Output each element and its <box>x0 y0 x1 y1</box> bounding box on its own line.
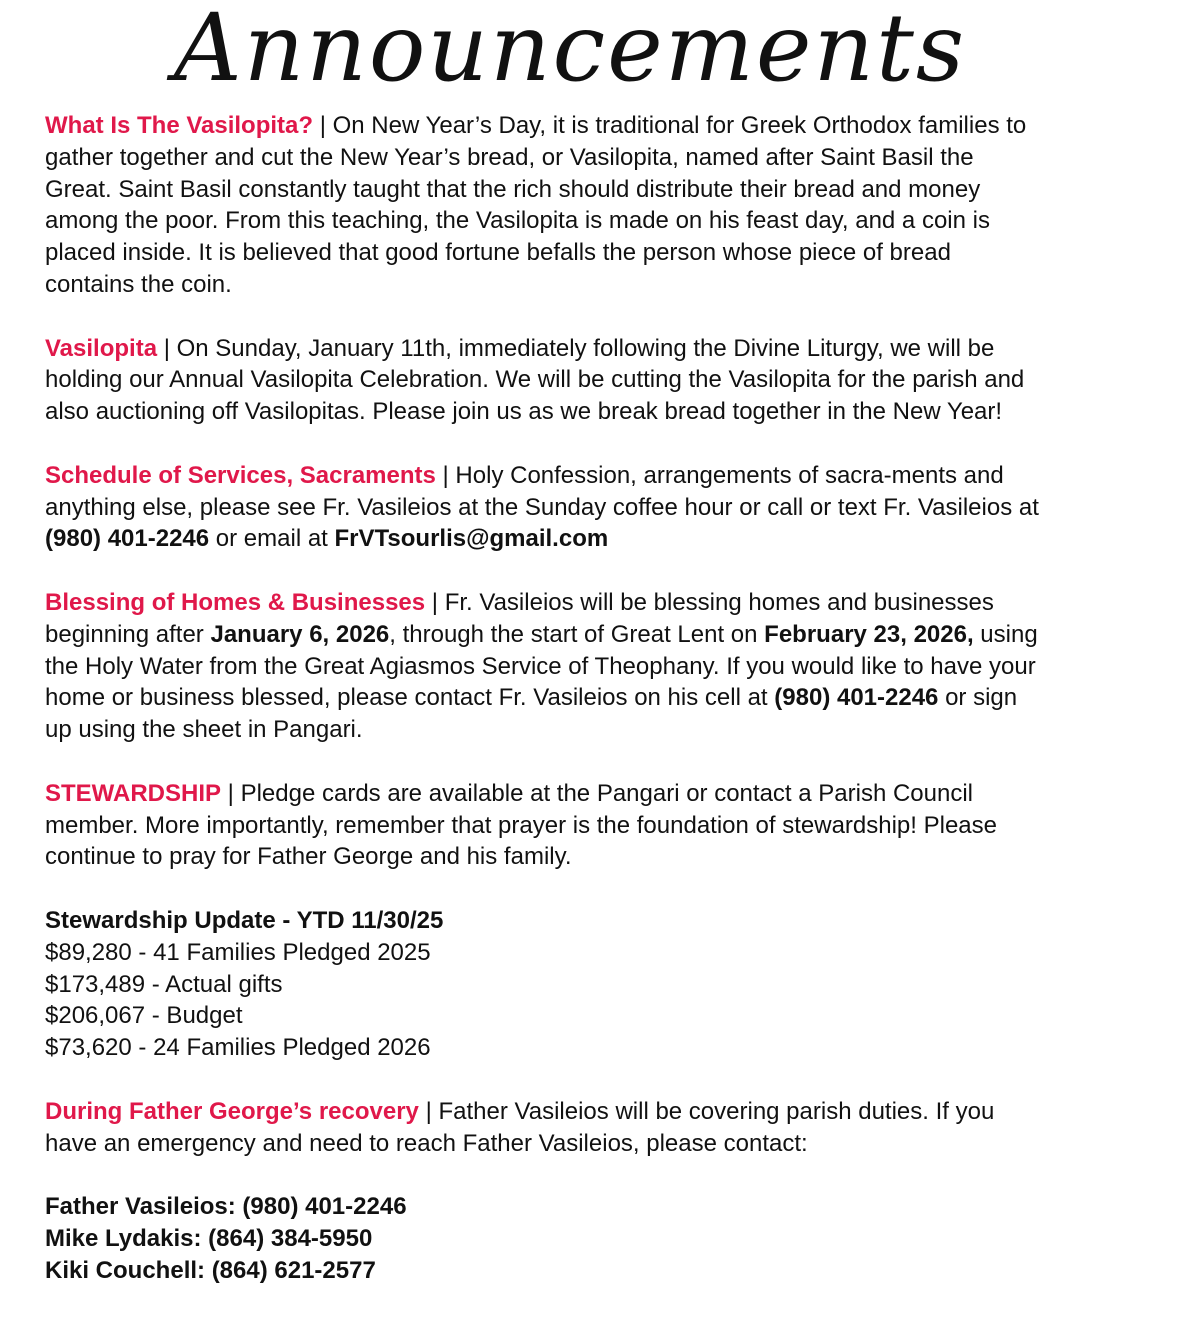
announcement-schedule <box>45 460 1045 555</box>
announcement-body: , through the start of Great Lent on <box>389 620 765 648</box>
announcement-stewardship <box>45 778 1045 873</box>
announcement-recovery <box>45 1096 1045 1160</box>
stewardship-update <box>45 905 1045 1064</box>
phone-number: (980) 401-2246 <box>45 525 210 553</box>
contact-item: Father Vasileios: (980) 401-2246 <box>45 1193 407 1221</box>
announcement-heading: Blessing of Homes & Businesses <box>45 588 426 616</box>
announcement-blessing <box>45 587 1045 746</box>
stewardship-line: $73,620 - 24 Families Pledged 2026 <box>45 1034 431 1062</box>
announcement-heading: STEWARDSHIP <box>45 779 222 807</box>
contact-item: Kiki Couchell: (864) 621-2577 <box>45 1256 376 1284</box>
announcement-body: | Fr. Vasileios will be blessing homes and businesses beginning after <box>45 588 994 648</box>
announcement-heading: During Father George’s recovery <box>45 1097 419 1125</box>
phone-number: (980) 401-2246 <box>774 684 939 712</box>
announcement-list <box>45 110 1045 1318</box>
contact-item: Mike Lydakis: (864) 384-5950 <box>45 1224 373 1252</box>
announcement-body: | Holy Confession, arrangements of sacra-ments and anything else, please see Fr. Vasileios at the Sunday coffee hour or call or text Fr. Vasileios at <box>45 461 1039 521</box>
announcement-heading: Schedule of Services, Sacraments <box>45 461 436 489</box>
blessing-end-date: February 23, 2026, <box>764 620 974 648</box>
page-header <box>0 0 1180 112</box>
announcement-body: | On Sunday, January 11th, immediately following the Divine Liturgy, we will be holding our Annual Vasilopita Celebration. We will be cutting the Vasilopita for the parish and also auctioning off Vasilopitas. Please join us as we break bread together in the New Year! <box>45 334 1025 426</box>
announcement-body: | Pledge cards are available at the Pangari or contact a Parish Council member. More importantly, remember that prayer is the foundation of stewardship! Please continue to pray for Father George and his family. <box>45 779 997 871</box>
blessing-start-date: January 6, 2026 <box>210 620 390 648</box>
announcement-heading: What Is The Vasilopita? <box>45 112 314 139</box>
announcement-body: | Father Vasileios will be covering parish duties. If you have an emergency and need to reach Father Vasileios, please contact: <box>45 1097 995 1157</box>
email-address: FrVTsourlis@gmail.com <box>334 525 609 553</box>
announcement-vasilopita-event <box>45 333 1045 428</box>
announcement-body: or email at <box>209 525 335 553</box>
announcement-body: or sign up using the sheet in Pangari. <box>45 684 1018 744</box>
announcement-body: using the Holy Water from the Great Agiasmos Service of Theophany. If you would like to have your home or business blessed, please contact Fr. Vasileios on his cell at <box>45 620 1038 712</box>
stewardship-line: $206,067 - Budget <box>45 1002 243 1030</box>
announcement-vasilopita-info <box>45 110 1045 301</box>
stewardship-update-title: Stewardship Update - YTD 11/30/25 <box>45 906 444 934</box>
page-title: Announcements <box>173 0 967 103</box>
announcement-heading: Vasilopita <box>45 334 158 362</box>
title-graphic <box>0 0 1180 112</box>
stewardship-line: $173,489 - Actual gifts <box>45 970 283 998</box>
contact-list <box>45 1191 1045 1286</box>
stewardship-line: $89,280 - 41 Families Pledged 2025 <box>45 938 431 966</box>
announcement-body: | On New Year’s Day, it is traditional for Greek Orthodox families to gather together and cut the New Year’s bread, or Vasilopita, named after Saint Basil the Great. Saint Basil constantly taught that the rich should distribute their bread and money among the poor. From this teaching, the Vasilopita is made on his feast day, and a coin is placed inside. It is believed that good fortune befalls the person whose piece of bread contains the coin. <box>45 112 1027 298</box>
